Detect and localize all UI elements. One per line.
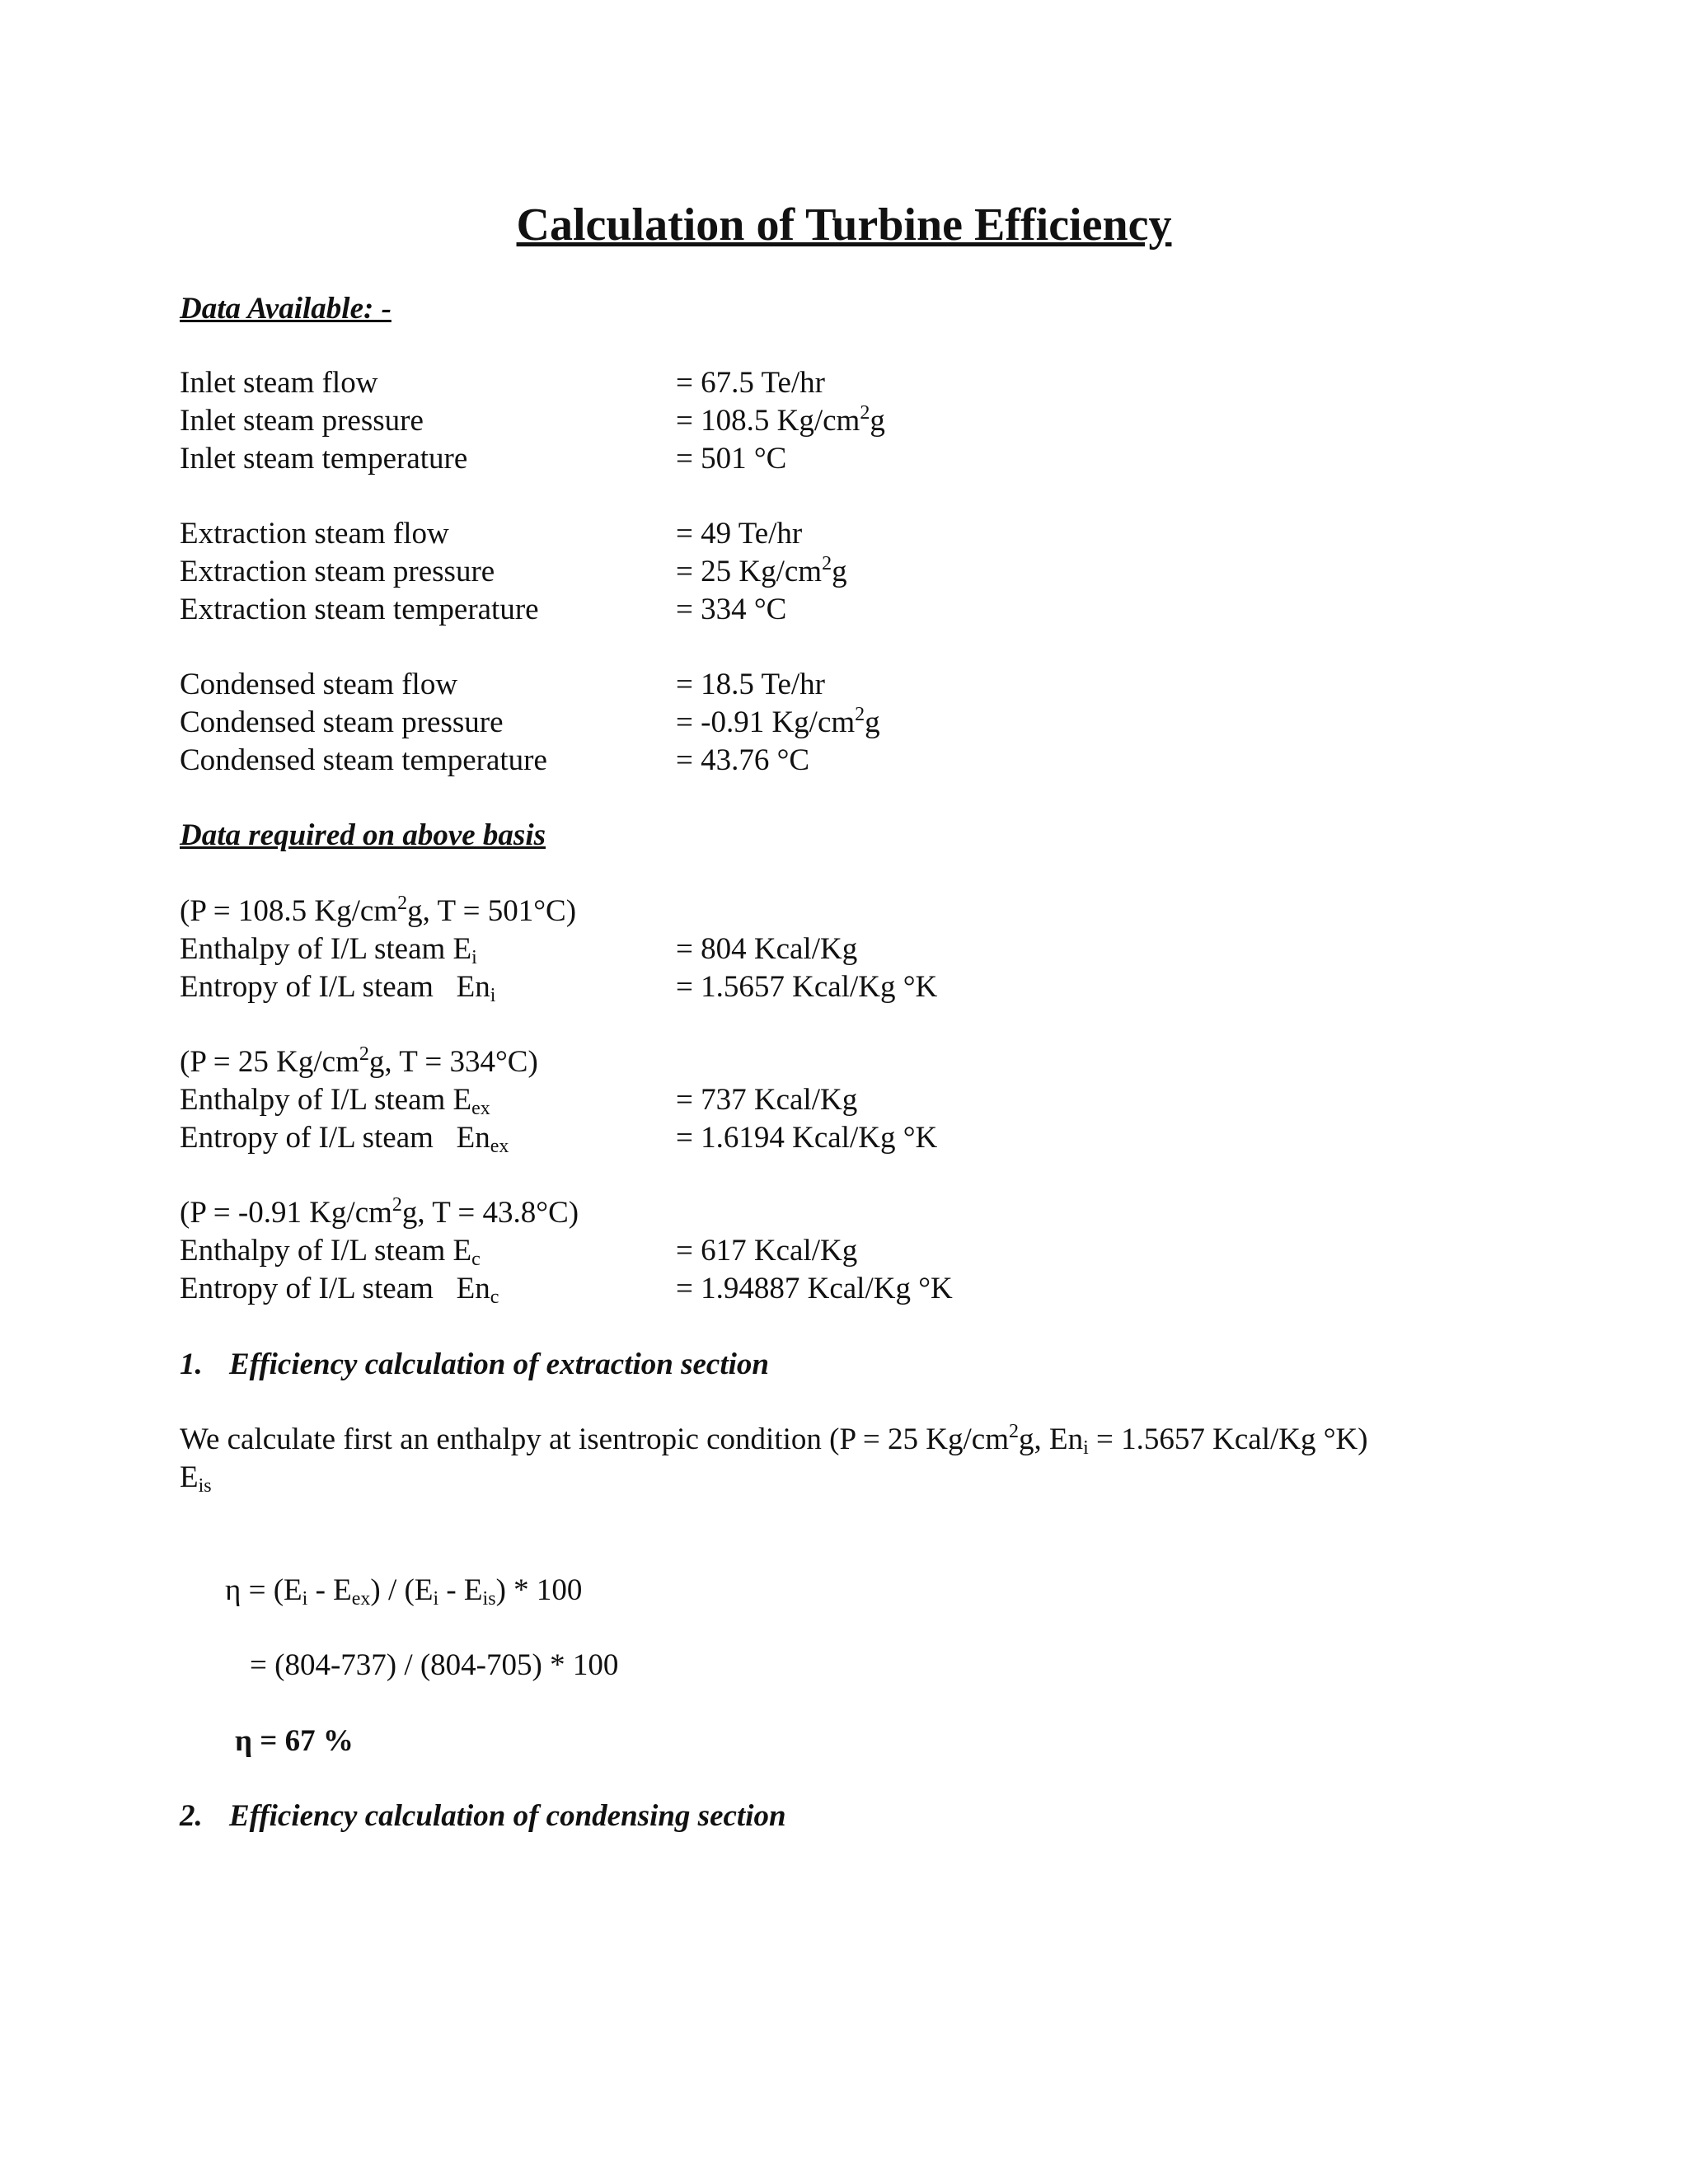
row-value-condensed-temperature: = 43.76 °C [676, 743, 810, 777]
efficiency-substitution: = (804-737) / (804-705) * 100 [250, 1648, 619, 1682]
enthalpy-value-condensed: = 617 Kcal/Kg [676, 1234, 858, 1268]
isentropic-text: We calculate first an enthalpy at isentropic condition (P = 25 $Kg/cm^2g$, $En_i = 1.5657$ Kcal/Kg °K) [180, 1421, 1368, 1459]
entropy-label-inlet: Entropy of I/L steam $En_i$ [180, 970, 496, 1006]
enthalpy-value-inlet: = 804 Kcal/Kg [676, 932, 858, 966]
entropy-value-condensed: = 1.94887 Kcal/Kg °K [676, 1272, 953, 1305]
section-2-heading: 2. Efficiency calculation of condensing section [180, 1799, 786, 1833]
entropy-label-extraction: Entropy of I/L steam $En_{ex}$ [180, 1121, 509, 1157]
row-label-extraction-pressure: Extraction steam pressure [180, 555, 495, 588]
row-value-condensed-flow: = 18.5 Te/hr [676, 668, 825, 701]
data-required-heading: Data required on above basis [180, 818, 546, 852]
enthalpy-label-condensed: Enthalpy of I/L steam $E_c$ [180, 1234, 481, 1270]
entropy-label-condensed: Entropy of I/L steam $En_c$ [180, 1272, 499, 1308]
page-title: Calculation of Turbine Efficiency [516, 199, 1172, 251]
row-value-inlet-flow: = 67.5 Te/hr [676, 366, 825, 400]
entropy-value-inlet: = 1.5657 Kcal/Kg °K [676, 970, 938, 1004]
row-label-extraction-temperature: Extraction steam temperature [180, 593, 539, 626]
data-available-heading: Data Available: - [180, 292, 392, 326]
section-1-heading: 1. Efficiency calculation of extraction section [180, 1347, 769, 1381]
row-value-extraction-pressure: = 25 $Kg/cm^2g$ [676, 553, 847, 588]
row-value-condensed-pressure: = -0.91 $Kg/cm^2g$ [676, 704, 880, 739]
enthalpy-label-extraction: Enthalpy of I/L steam $E_{ex}$ [180, 1083, 490, 1119]
row-label-condensed-flow: Condensed steam flow [180, 668, 458, 701]
row-value-inlet-temperature: = 501 °C [676, 442, 787, 476]
row-value-extraction-temperature: = 334 °C [676, 593, 787, 626]
eis-label: $E_{is}$ [180, 1460, 212, 1497]
row-value-extraction-flow: = 49 Te/hr [676, 517, 803, 551]
condition-extraction: (P = 25 $Kg/cm^2g$, T = 334°C) [180, 1043, 538, 1079]
efficiency-formula: $\eta = (E_i - E_{ex}) / (E_i - E_{is}) * 100$ [225, 1573, 583, 1610]
entropy-value-extraction: = 1.6194 Kcal/Kg °K [676, 1121, 938, 1155]
row-label-inlet-temperature: Inlet steam temperature [180, 442, 468, 476]
enthalpy-value-extraction: = 737 Kcal/Kg [676, 1083, 858, 1117]
row-label-extraction-flow: Extraction steam flow [180, 517, 449, 551]
condition-inlet: (P = 108.5 $Kg/cm^2g$, T = 501°C) [180, 893, 577, 928]
row-label-condensed-temperature: Condensed steam temperature [180, 743, 547, 777]
efficiency-result: η = 67 % [235, 1724, 354, 1758]
condition-condensed: (P = -0.91 $Kg/cm^2g$, T = 43.8°C) [180, 1194, 579, 1230]
row-label-condensed-pressure: Condensed steam pressure [180, 705, 504, 739]
enthalpy-label-inlet: Enthalpy of I/L steam $E_i$ [180, 932, 477, 968]
row-label-inlet-flow: Inlet steam flow [180, 366, 378, 400]
row-label-inlet-pressure: Inlet steam pressure [180, 404, 424, 438]
row-value-inlet-pressure: = 108.5 $Kg/cm^2g$ [676, 402, 885, 438]
